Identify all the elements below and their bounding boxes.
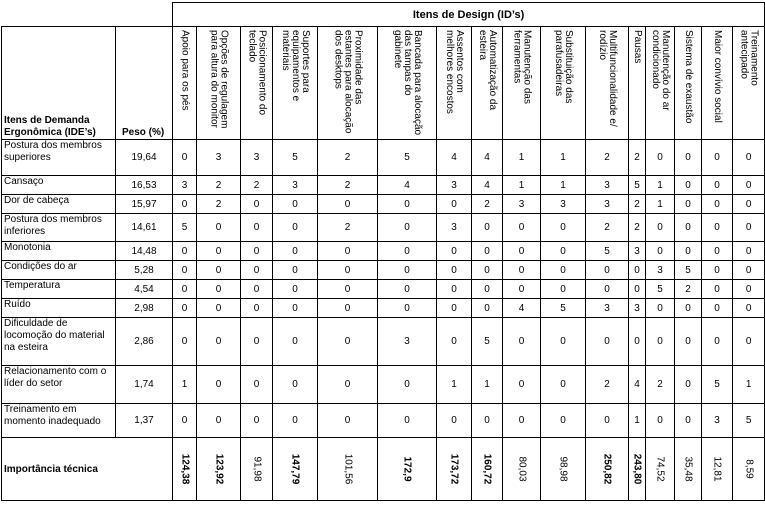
relationship-cell: 0 <box>241 404 273 438</box>
relationship-cell: 0 <box>646 404 675 438</box>
total-cell <box>241 438 273 501</box>
total-cell <box>586 438 629 501</box>
relationship-cell: 0 <box>472 214 503 242</box>
relationship-cell: 0 <box>503 280 541 299</box>
total-cell <box>675 438 702 501</box>
relationship-cell: 0 <box>241 261 273 280</box>
design-item-label: Pausas <box>632 30 643 64</box>
relationship-cell: 0 <box>503 318 541 366</box>
relationship-cell: 0 <box>273 366 318 404</box>
relationship-cell: 1 <box>541 176 586 195</box>
design-item-header <box>702 27 733 140</box>
relationship-cell: 0 <box>733 214 765 242</box>
design-item-label: Treinamento antecipado <box>738 30 760 86</box>
relationship-cell: 2 <box>197 195 241 214</box>
total-value: 243,80 <box>631 453 643 485</box>
relationship-cell: 5 <box>273 140 318 176</box>
relationship-cell: 4 <box>437 140 472 176</box>
weight-cell: 14,61 <box>116 214 173 242</box>
relationship-cell: 0 <box>378 366 437 404</box>
relationship-cell: 1 <box>173 366 197 404</box>
relationship-cell: 0 <box>702 299 733 318</box>
design-item-label: Proximidade das estantes para alocação dos desktops <box>332 30 364 134</box>
relationship-cell: 3 <box>702 404 733 438</box>
relationship-cell: 0 <box>437 318 472 366</box>
weight-header: Peso (%) <box>116 27 173 140</box>
total-value: 8,59 <box>743 459 755 479</box>
relationship-cell: 0 <box>318 280 378 299</box>
relationship-cell: 0 <box>318 242 378 261</box>
relationship-cell: 3 <box>586 299 629 318</box>
relationship-cell: 0 <box>675 176 702 195</box>
relationship-cell: 0 <box>173 299 197 318</box>
relationship-cell: 0 <box>241 214 273 242</box>
relationship-cell: 3 <box>629 299 646 318</box>
total-cell <box>629 438 646 501</box>
relationship-cell: 0 <box>541 280 586 299</box>
relationship-cell: 0 <box>586 261 629 280</box>
relationship-cell: 2 <box>629 140 646 176</box>
relationship-cell: 1 <box>541 140 586 176</box>
relationship-cell: 1 <box>733 366 765 404</box>
relationship-cell: 5 <box>646 280 675 299</box>
table-row <box>2 366 765 404</box>
relationship-cell: 0 <box>733 140 765 176</box>
weight-cell: 16,53 <box>116 176 173 195</box>
relationship-cell: 0 <box>318 366 378 404</box>
total-label: Importância técnica <box>2 438 173 501</box>
total-value: 123,92 <box>213 453 224 485</box>
relationship-cell: 0 <box>541 242 586 261</box>
relationship-cell: 0 <box>378 280 437 299</box>
relationship-cell: 0 <box>472 261 503 280</box>
relationship-cell: 0 <box>472 299 503 318</box>
design-item-header <box>675 27 702 140</box>
relationship-cell: 0 <box>646 299 675 318</box>
total-value: 124,38 <box>179 453 190 485</box>
weight-cell: 19,64 <box>116 140 173 176</box>
relationship-cell: 3 <box>586 195 629 214</box>
relationship-cell: 0 <box>733 176 765 195</box>
relationship-cell: 3 <box>586 176 629 195</box>
relationship-cell: 0 <box>241 318 273 366</box>
demand-item-label: Monotonia <box>2 242 116 261</box>
relationship-cell: 0 <box>586 404 629 438</box>
relationship-cell: 1 <box>472 366 503 404</box>
relationship-cell: 0 <box>197 214 241 242</box>
demand-item-label: Dor de cabeça <box>2 195 116 214</box>
relationship-cell: 0 <box>378 242 437 261</box>
relationship-cell: 2 <box>675 280 702 299</box>
relationship-cell: 1 <box>437 366 472 404</box>
relationship-cell: 4 <box>503 299 541 318</box>
design-item-header <box>503 27 541 140</box>
table-row <box>2 176 765 195</box>
relationship-cell: 0 <box>318 195 378 214</box>
design-item-header <box>173 27 197 140</box>
design-item-header <box>318 27 378 140</box>
relationship-cell: 0 <box>702 214 733 242</box>
relationship-cell: 5 <box>586 242 629 261</box>
design-item-header <box>197 27 241 140</box>
relationship-cell: 0 <box>675 404 702 438</box>
weight-cell: 14,48 <box>116 242 173 261</box>
relationship-cell: 0 <box>702 318 733 366</box>
total-value: 147,79 <box>289 453 301 485</box>
relationship-cell: 0 <box>503 366 541 404</box>
total-value: 173,72 <box>448 453 460 485</box>
relationship-cell: 0 <box>503 214 541 242</box>
relationship-cell: 0 <box>702 242 733 261</box>
demand-item-label: Ruído <box>2 299 116 318</box>
design-item-header <box>241 27 273 140</box>
relationship-cell: 0 <box>241 195 273 214</box>
relationship-cell: 0 <box>675 242 702 261</box>
design-item-header <box>437 27 472 140</box>
total-cell <box>197 438 241 501</box>
relationship-cell: 5 <box>675 261 702 280</box>
relationship-cell: 0 <box>503 404 541 438</box>
relationship-cell: 0 <box>629 280 646 299</box>
relationship-cell: 4 <box>378 176 437 195</box>
relationship-cell: 1 <box>646 195 675 214</box>
relationship-cell: 0 <box>675 318 702 366</box>
relationship-cell: 0 <box>629 261 646 280</box>
relationship-cell: 0 <box>733 261 765 280</box>
relationship-cell: 3 <box>273 176 318 195</box>
relationship-cell: 0 <box>173 404 197 438</box>
relationship-cell: 5 <box>629 176 646 195</box>
relationship-cell: 0 <box>675 140 702 176</box>
relationship-cell: 0 <box>173 318 197 366</box>
relationship-cell: 0 <box>646 214 675 242</box>
design-item-label: Suportes para equipamentos e materiais <box>280 30 311 102</box>
design-item-label: Apoio para os pés <box>179 30 191 111</box>
design-item-label: Maior convívio social <box>712 30 723 123</box>
design-item-label: Bancada para alocação das tampas do gabinete <box>392 30 423 136</box>
relationship-cell: 0 <box>273 299 318 318</box>
relationship-cell: 3 <box>629 242 646 261</box>
relationship-cell: 0 <box>241 366 273 404</box>
relationship-cell: 0 <box>318 261 378 280</box>
weight-cell: 2,98 <box>116 299 173 318</box>
table-row <box>2 404 765 438</box>
design-item-header <box>646 27 675 140</box>
relationship-cell: 4 <box>472 140 503 176</box>
relationship-cell: 1 <box>629 404 646 438</box>
relationship-cell: 3 <box>503 195 541 214</box>
relationship-cell: 0 <box>629 318 646 366</box>
table-row <box>2 318 765 366</box>
design-item-label: Assentos com melhores encostos <box>444 30 465 114</box>
relationship-cell: 3 <box>197 140 241 176</box>
relationship-cell: 0 <box>378 214 437 242</box>
weight-cell: 4,54 <box>116 280 173 299</box>
demand-items-header: Itens de Demanda Ergonômica (IDE’s) <box>2 27 116 140</box>
relationship-cell: 0 <box>733 318 765 366</box>
total-cell <box>378 438 437 501</box>
total-cell <box>472 438 503 501</box>
corner-blank <box>116 3 173 27</box>
relationship-cell: 0 <box>733 242 765 261</box>
table-row <box>2 242 765 261</box>
relationship-cell: 0 <box>541 261 586 280</box>
total-cell <box>318 438 378 501</box>
relationship-cell: 0 <box>675 366 702 404</box>
relationship-cell: 0 <box>733 280 765 299</box>
relationship-cell: 0 <box>378 404 437 438</box>
relationship-cell: 3 <box>541 195 586 214</box>
relationship-cell: 2 <box>586 140 629 176</box>
total-value: 101,56 <box>342 453 353 485</box>
relationship-cell: 2 <box>318 140 378 176</box>
relationship-cell: 0 <box>437 299 472 318</box>
relationship-cell: 0 <box>541 366 586 404</box>
weight-cell: 1,37 <box>116 404 173 438</box>
relationship-cell: 0 <box>173 195 197 214</box>
relationship-cell: 0 <box>437 195 472 214</box>
relationship-cell: 0 <box>702 140 733 176</box>
weight-cell: 1,74 <box>116 366 173 404</box>
relationship-cell: 0 <box>197 280 241 299</box>
relationship-cell: 2 <box>646 366 675 404</box>
relationship-cell: 1 <box>503 176 541 195</box>
relationship-cell: 0 <box>197 366 241 404</box>
table-row <box>2 299 765 318</box>
design-item-header <box>629 27 646 140</box>
total-value: 172,9 <box>401 456 413 482</box>
relationship-cell: 2 <box>472 195 503 214</box>
relationship-cell: 0 <box>733 195 765 214</box>
relationship-cell: 0 <box>173 242 197 261</box>
demand-item-label: Dificuldade de locomoção do material na esteira <box>2 318 116 366</box>
relationship-cell: 5 <box>541 299 586 318</box>
demand-item-label: Postura dos membros superiores <box>2 140 116 176</box>
total-value: 80,03 <box>516 456 527 482</box>
relationship-cell: 5 <box>702 366 733 404</box>
relationship-cell: 3 <box>437 214 472 242</box>
design-item-header <box>733 27 765 140</box>
relationship-cell: 0 <box>733 299 765 318</box>
demand-item-label: Treinamento em momento inadequado <box>2 404 116 438</box>
relationship-cell: 0 <box>318 404 378 438</box>
total-value: 98,98 <box>557 456 569 482</box>
total-value: 250,82 <box>601 453 613 485</box>
relationship-cell: 0 <box>702 176 733 195</box>
relationship-cell: 0 <box>472 242 503 261</box>
relationship-cell: 1 <box>646 176 675 195</box>
relationship-cell: 3 <box>646 261 675 280</box>
design-item-label: Multifuncionalidade e/ rodízio <box>597 30 618 127</box>
weight-cell: 15,97 <box>116 195 173 214</box>
relationship-cell: 0 <box>646 140 675 176</box>
table-row <box>2 261 765 280</box>
relationship-cell: 2 <box>318 176 378 195</box>
relationship-cell: 0 <box>273 195 318 214</box>
relationship-cell: 0 <box>503 242 541 261</box>
weight-cell: 2,86 <box>116 318 173 366</box>
design-item-header <box>541 27 586 140</box>
relationship-cell: 2 <box>318 214 378 242</box>
total-value: 74,52 <box>654 456 666 482</box>
relationship-cell: 0 <box>437 280 472 299</box>
relationship-cell: 0 <box>318 299 378 318</box>
total-cell <box>173 438 197 501</box>
design-item-label: Manutenção das ferramentas <box>511 30 533 104</box>
qfd-matrix <box>1 2 765 501</box>
relationship-cell: 1 <box>503 140 541 176</box>
relationship-cell: 0 <box>541 404 586 438</box>
relationship-cell: 5 <box>378 140 437 176</box>
relationship-cell: 0 <box>437 404 472 438</box>
relationship-cell: 0 <box>197 299 241 318</box>
relationship-cell: 0 <box>675 214 702 242</box>
table-row <box>2 214 765 242</box>
relationship-cell: 0 <box>273 404 318 438</box>
relationship-cell: 0 <box>472 280 503 299</box>
design-item-label: Substituição das parafusadeiras <box>553 30 574 104</box>
relationship-cell: 0 <box>675 195 702 214</box>
relationship-cell: 0 <box>646 242 675 261</box>
relationship-cell: 2 <box>629 214 646 242</box>
design-item-label: Opções de regulagem para altura do monitor <box>208 30 230 129</box>
relationship-cell: 0 <box>472 404 503 438</box>
relationship-cell: 0 <box>378 195 437 214</box>
relationship-cell: 0 <box>437 242 472 261</box>
relationship-cell: 0 <box>197 242 241 261</box>
relationship-cell: 3 <box>378 318 437 366</box>
relationship-cell: 0 <box>503 261 541 280</box>
table-header <box>2 3 765 140</box>
total-value: 160,72 <box>481 453 493 485</box>
total-cell <box>646 438 675 501</box>
relationship-cell: 0 <box>675 299 702 318</box>
table-row <box>2 280 765 299</box>
demand-item-label: Postura dos membros inferiores <box>2 214 116 242</box>
total-cell <box>503 438 541 501</box>
total-cell <box>541 438 586 501</box>
total-cell <box>273 438 318 501</box>
relationship-cell: 0 <box>273 280 318 299</box>
relationship-cell: 0 <box>273 318 318 366</box>
relationship-cell: 0 <box>541 318 586 366</box>
relationship-cell: 0 <box>197 404 241 438</box>
total-cell <box>437 438 472 501</box>
relationship-cell: 0 <box>173 261 197 280</box>
design-item-label: Manutenção do ar condicionado <box>650 30 671 111</box>
relationship-cell: 0 <box>586 318 629 366</box>
weight-cell: 5,28 <box>116 261 173 280</box>
corner-blank <box>2 3 116 27</box>
relationship-cell: 0 <box>173 280 197 299</box>
relationship-cell: 5 <box>472 318 503 366</box>
design-item-header <box>273 27 318 140</box>
relationship-cell: 0 <box>273 242 318 261</box>
relationship-cell: 0 <box>437 261 472 280</box>
relationship-cell: 0 <box>197 318 241 366</box>
relationship-cell: 4 <box>472 176 503 195</box>
total-value: 12,81 <box>711 456 723 482</box>
relationship-cell: 0 <box>586 280 629 299</box>
relationship-cell: 3 <box>241 140 273 176</box>
demand-item-label: Cansaço <box>2 176 116 195</box>
total-value: 35,48 <box>682 456 694 482</box>
relationship-cell: 2 <box>197 176 241 195</box>
relationship-cell: 0 <box>702 195 733 214</box>
relationship-cell: 0 <box>241 242 273 261</box>
relationship-cell: 0 <box>646 318 675 366</box>
relationship-cell: 0 <box>378 261 437 280</box>
design-item-header <box>586 27 629 140</box>
relationship-cell: 0 <box>241 299 273 318</box>
relationship-cell: 2 <box>586 214 629 242</box>
demand-item-label: Condições do ar <box>2 261 116 280</box>
relationship-cell: 0 <box>702 261 733 280</box>
table-body <box>2 140 765 501</box>
total-cell <box>702 438 733 501</box>
relationship-cell: 5 <box>173 214 197 242</box>
relationship-cell: 3 <box>173 176 197 195</box>
total-cell <box>733 438 765 501</box>
design-item-label: Sistema de exaustão <box>683 30 694 124</box>
relationship-cell: 3 <box>437 176 472 195</box>
relationship-cell: 0 <box>173 140 197 176</box>
relationship-cell: 4 <box>629 366 646 404</box>
total-value: 91,98 <box>251 456 262 482</box>
table-row <box>2 195 765 214</box>
relationship-cell: 0 <box>378 299 437 318</box>
relationship-cell: 2 <box>241 176 273 195</box>
table-row <box>2 140 765 176</box>
demand-item-label: Temperatura <box>2 280 116 299</box>
relationship-cell: 0 <box>241 280 273 299</box>
design-item-header <box>378 27 437 140</box>
relationship-cell: 0 <box>541 214 586 242</box>
design-items-header: Itens de Design (ID’s) <box>173 3 765 27</box>
relationship-cell: 0 <box>273 214 318 242</box>
design-item-label: Posicionamento do teclado <box>246 30 268 116</box>
relationship-cell: 0 <box>702 280 733 299</box>
relationship-cell: 2 <box>586 366 629 404</box>
relationship-cell: 0 <box>273 261 318 280</box>
design-item-header <box>472 27 503 140</box>
demand-item-label: Relacionamento com o líder do setor <box>2 366 116 404</box>
relationship-cell: 0 <box>197 261 241 280</box>
total-row <box>2 438 765 501</box>
relationship-cell: 5 <box>733 404 765 438</box>
design-item-label: Automatização da esteira <box>477 30 498 111</box>
relationship-cell: 0 <box>318 318 378 366</box>
relationship-cell: 2 <box>629 195 646 214</box>
